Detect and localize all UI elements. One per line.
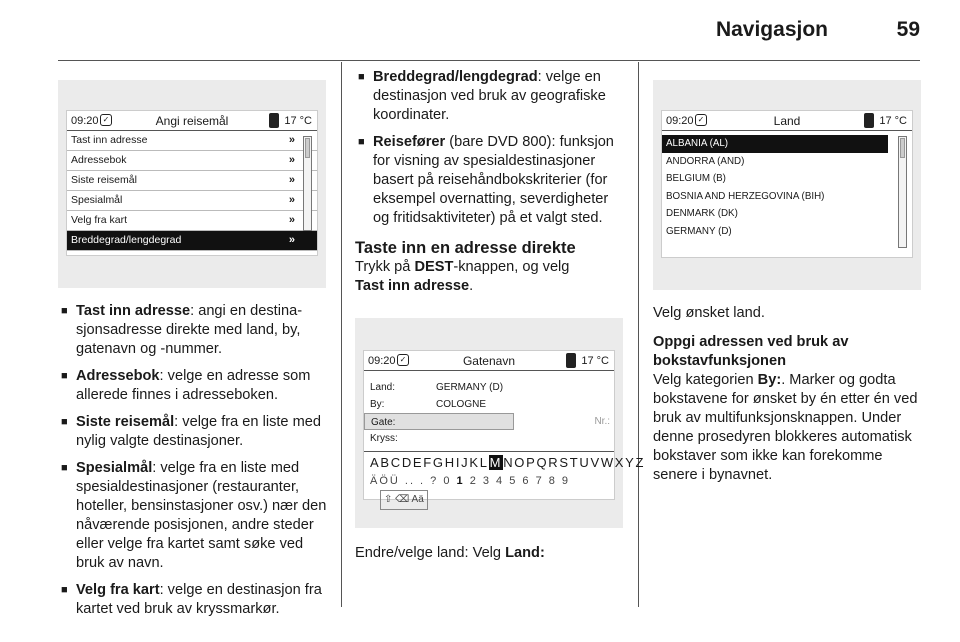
list-item	[58, 413, 328, 451]
header-rule	[58, 60, 920, 61]
list-item	[58, 302, 328, 359]
column-2	[355, 68, 625, 296]
country-item[interactable]: BELGIUM (B)	[666, 173, 726, 184]
menu-item-label: Spesialmål	[71, 194, 123, 206]
temperature: 17 °C	[581, 355, 609, 367]
menu-item[interactable]	[67, 191, 317, 211]
list-item-description: : velge fra en liste med spesialdestinasjoner (restauranter, hoteller, bensinstasjoner osv.) nær den nåværende posisjonen, andre steder eller velge fra kartet samt søke ved bruk av navn.	[76, 460, 327, 571]
screen-title: Gatenavn	[462, 354, 516, 368]
list-item-term: Reisefører	[373, 134, 446, 150]
page-title: Navigasjon	[715, 18, 828, 41]
chevron-right-icon: »	[288, 214, 295, 226]
column-divider-1	[341, 62, 342, 607]
country-row[interactable]	[364, 379, 614, 396]
caption-select-country: Velg ønsket land.	[653, 305, 765, 321]
digits-after: 2 3 4 5 6 7 8 9	[464, 475, 571, 487]
country-item[interactable]: ALBANIA (AL)	[662, 135, 888, 153]
menu-item[interactable]	[67, 231, 317, 251]
menu-item-label: Adressebok	[71, 154, 127, 166]
crossing-label: Kryss:	[370, 433, 398, 444]
country-list	[662, 135, 912, 240]
chevron-right-icon: »	[288, 134, 295, 146]
country-item[interactable]: ANDORRA (AND)	[666, 155, 745, 167]
screen-header	[662, 111, 912, 131]
scrollbar-thumb[interactable]	[305, 138, 310, 158]
list-item-description: : angi en destinasjonsadresse direkte med land, by, gatenavn og -nummer.	[76, 303, 303, 357]
list-item	[355, 68, 625, 125]
list-item-description: : velge fra en liste med nylig valgte destinasjoner.	[76, 414, 321, 449]
street-row[interactable]	[364, 413, 614, 430]
crossing-row[interactable]	[364, 430, 614, 447]
clock: 09:20	[71, 115, 99, 127]
list-item	[58, 459, 328, 573]
caption-key: Land:	[505, 545, 545, 561]
chevron-right-icon: »	[288, 194, 295, 206]
page-number: 59	[896, 18, 920, 41]
temperature: 17 °C	[284, 115, 312, 127]
intro-end: .	[469, 278, 474, 294]
list-item-term: Adressebok	[76, 368, 160, 384]
city-label: By:	[370, 399, 385, 410]
menu-item[interactable]	[67, 171, 317, 191]
para-text: Velg kategorien	[653, 372, 758, 388]
destination-options-list-2	[355, 68, 625, 228]
screen-destination-menu	[66, 110, 318, 256]
para-text-2: . Marker og godta bokstavene for ønsket by én etter én ved bruk av multifunksjonsknappen. Under denne prosedyren blokkeres automatisk bokstaver som ikke kan forekomme senere i bynavnet.	[653, 372, 918, 483]
country-value: GERMANY (D)	[436, 382, 504, 393]
street-input[interactable]	[364, 413, 514, 430]
house-number-label: Nr.:	[594, 416, 610, 427]
column-1	[58, 302, 328, 627]
list-item-description: : velge en adresse som allerede finnes i adresseboken.	[76, 368, 311, 403]
screen-header	[67, 111, 317, 131]
list-item	[58, 581, 328, 619]
scrollbar[interactable]	[898, 136, 907, 248]
digits-before: ÄÖÜ .. . ? 0	[370, 475, 457, 487]
list-item-term: Velg fra kart	[76, 582, 160, 598]
letters-after: NOPQRSTUVWXYZ	[503, 455, 646, 470]
scrollbar[interactable]	[303, 136, 312, 231]
subheading-letter-function: Oppgi adressen ved bruk av bokstavfunksjonen	[653, 334, 849, 369]
list-item-term: Spesialmål	[76, 460, 153, 476]
figure-street-name	[355, 318, 646, 528]
screen-header	[364, 351, 614, 371]
list-item-description: (bare DVD 800): funksjon for visning av spesialdestinasjoner basert på reisehåndbokskriterier (for eksempel overnatting, severdigheter og fritidsaktiviteter) på et valgt sted.	[373, 134, 614, 226]
navigation-icon: ✓	[100, 114, 112, 126]
destination-menu-list	[67, 131, 317, 251]
dest-key: DEST	[414, 259, 454, 275]
column-3	[653, 304, 923, 485]
clock: 09:20	[666, 115, 694, 127]
chevron-right-icon: »	[288, 174, 295, 186]
city-value: COLOGNE	[436, 399, 487, 410]
intro-paragraph	[355, 258, 625, 296]
menu-item-label: Breddegrad/lengdegrad	[71, 234, 182, 246]
destination-options-list	[58, 302, 328, 619]
intro-menu-item: Tast inn adresse	[355, 278, 470, 294]
navigation-icon: ✓	[397, 354, 409, 366]
country-item[interactable]: DENMARK (DK)	[666, 208, 738, 219]
screen-title: Angi reisemål	[155, 114, 229, 128]
section-heading: Taste inn en adresse direkte	[355, 239, 576, 257]
list-item-description: : velge en destinasjon fra kartet ved bruk av kryssmarkør.	[76, 582, 322, 617]
figure-destination-menu	[58, 80, 326, 288]
letter-speller[interactable]	[364, 454, 646, 472]
figure-country-list	[653, 80, 921, 290]
caption-text: Endre/velge land: Velg	[355, 545, 506, 561]
menu-item[interactable]	[67, 151, 317, 171]
letter-function-paragraph	[653, 371, 923, 485]
menu-item-label: Velg fra kart	[71, 214, 128, 226]
screen-street-name	[363, 350, 646, 505]
letters-before: ABCDEFGHIJKL	[370, 455, 489, 470]
list-item-term: Siste reisemål	[76, 414, 175, 430]
navigation-icon: ✓	[695, 114, 707, 126]
speller-function-keys[interactable]: ⇧ ⌫ Aä	[380, 490, 428, 510]
list-item-description: : velge en destinasjon ved bruk av geografiske koordinater.	[373, 69, 606, 123]
thermometer-icon	[566, 353, 576, 368]
menu-item-label: Tast inn adresse	[71, 134, 148, 146]
screen-title: Land	[773, 114, 801, 128]
thermometer-icon	[269, 113, 279, 128]
caption-country	[355, 544, 625, 563]
chevron-right-icon: »	[288, 154, 295, 166]
digit-speller[interactable]	[364, 472, 614, 510]
speller-area	[364, 451, 646, 510]
scrollbar-thumb[interactable]	[900, 138, 905, 158]
page-header	[40, 18, 920, 48]
list-item-term: Tast inn adresse	[76, 303, 191, 319]
screen-country-list	[661, 110, 913, 258]
clock: 09:20	[368, 355, 396, 367]
menu-item[interactable]	[67, 131, 317, 151]
letter-selected[interactable]: M	[489, 455, 503, 470]
digit-selected[interactable]: 1	[456, 475, 465, 487]
column-divider-2	[638, 62, 639, 607]
country-item[interactable]: GERMANY (D)	[666, 225, 732, 237]
city-row[interactable]	[364, 396, 614, 413]
intro-text-2: -knappen, og velg	[453, 259, 570, 275]
list-item	[58, 367, 328, 405]
temperature: 17 °C	[879, 115, 907, 127]
intro-text: Trykk på	[355, 259, 415, 275]
list-item	[355, 133, 625, 228]
menu-item-label: Siste reisemål	[71, 174, 137, 186]
street-label: Gate:	[371, 417, 396, 428]
thermometer-icon	[864, 113, 874, 128]
chevron-right-icon: »	[288, 234, 295, 246]
country-label: Land:	[370, 382, 396, 393]
menu-item[interactable]	[67, 211, 317, 231]
country-item[interactable]: BOSNIA AND HERZEGOVINA (BIH)	[666, 190, 825, 202]
list-item-term: Breddegrad/lengdegrad	[373, 69, 538, 85]
city-key: By:	[757, 372, 782, 388]
